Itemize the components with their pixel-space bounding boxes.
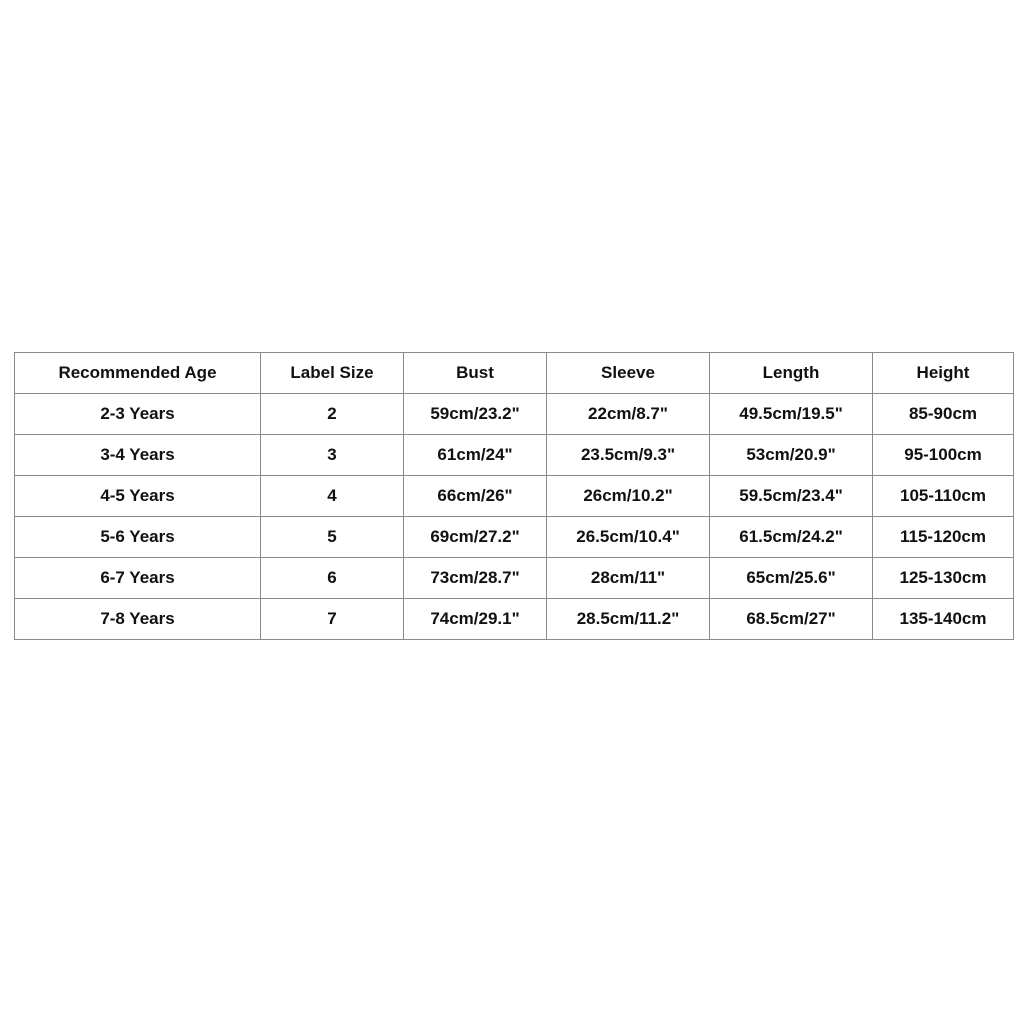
cell-label-size: 4 (261, 476, 404, 517)
cell-label-size: 3 (261, 435, 404, 476)
cell-height: 95-100cm (873, 435, 1014, 476)
cell-length: 49.5cm/19.5" (710, 394, 873, 435)
cell-label-size: 2 (261, 394, 404, 435)
cell-age: 5-6 Years (15, 517, 261, 558)
header-bust: Bust (404, 353, 547, 394)
size-chart-body (15, 394, 1014, 640)
cell-age: 2-3 Years (15, 394, 261, 435)
table-row (15, 476, 1014, 517)
table-row (15, 394, 1014, 435)
cell-height: 135-140cm (873, 599, 1014, 640)
header-row (15, 353, 1014, 394)
cell-label-size: 7 (261, 599, 404, 640)
cell-sleeve: 23.5cm/9.3" (547, 435, 710, 476)
cell-length: 59.5cm/23.4" (710, 476, 873, 517)
cell-bust: 66cm/26" (404, 476, 547, 517)
cell-length: 61.5cm/24.2" (710, 517, 873, 558)
header-length: Length (710, 353, 873, 394)
cell-age: 6-7 Years (15, 558, 261, 599)
cell-height: 125-130cm (873, 558, 1014, 599)
table-row (15, 558, 1014, 599)
cell-height: 115-120cm (873, 517, 1014, 558)
cell-length: 68.5cm/27" (710, 599, 873, 640)
header-height: Height (873, 353, 1014, 394)
cell-bust: 74cm/29.1" (404, 599, 547, 640)
cell-age: 4-5 Years (15, 476, 261, 517)
size-chart-table (14, 352, 1014, 640)
cell-length: 53cm/20.9" (710, 435, 873, 476)
cell-bust: 73cm/28.7" (404, 558, 547, 599)
cell-sleeve: 22cm/8.7" (547, 394, 710, 435)
cell-sleeve: 26.5cm/10.4" (547, 517, 710, 558)
cell-age: 3-4 Years (15, 435, 261, 476)
cell-bust: 59cm/23.2" (404, 394, 547, 435)
cell-sleeve: 28.5cm/11.2" (547, 599, 710, 640)
cell-bust: 69cm/27.2" (404, 517, 547, 558)
cell-bust: 61cm/24" (404, 435, 547, 476)
cell-sleeve: 28cm/11" (547, 558, 710, 599)
cell-label-size: 5 (261, 517, 404, 558)
header-sleeve: Sleeve (547, 353, 710, 394)
size-chart-header (15, 353, 1014, 394)
table-row (15, 599, 1014, 640)
header-recommended-age: Recommended Age (15, 353, 261, 394)
cell-sleeve: 26cm/10.2" (547, 476, 710, 517)
cell-label-size: 6 (261, 558, 404, 599)
cell-height: 105-110cm (873, 476, 1014, 517)
cell-height: 85-90cm (873, 394, 1014, 435)
table-row (15, 435, 1014, 476)
header-label-size: Label Size (261, 353, 404, 394)
cell-length: 65cm/25.6" (710, 558, 873, 599)
cell-age: 7-8 Years (15, 599, 261, 640)
table-row (15, 517, 1014, 558)
